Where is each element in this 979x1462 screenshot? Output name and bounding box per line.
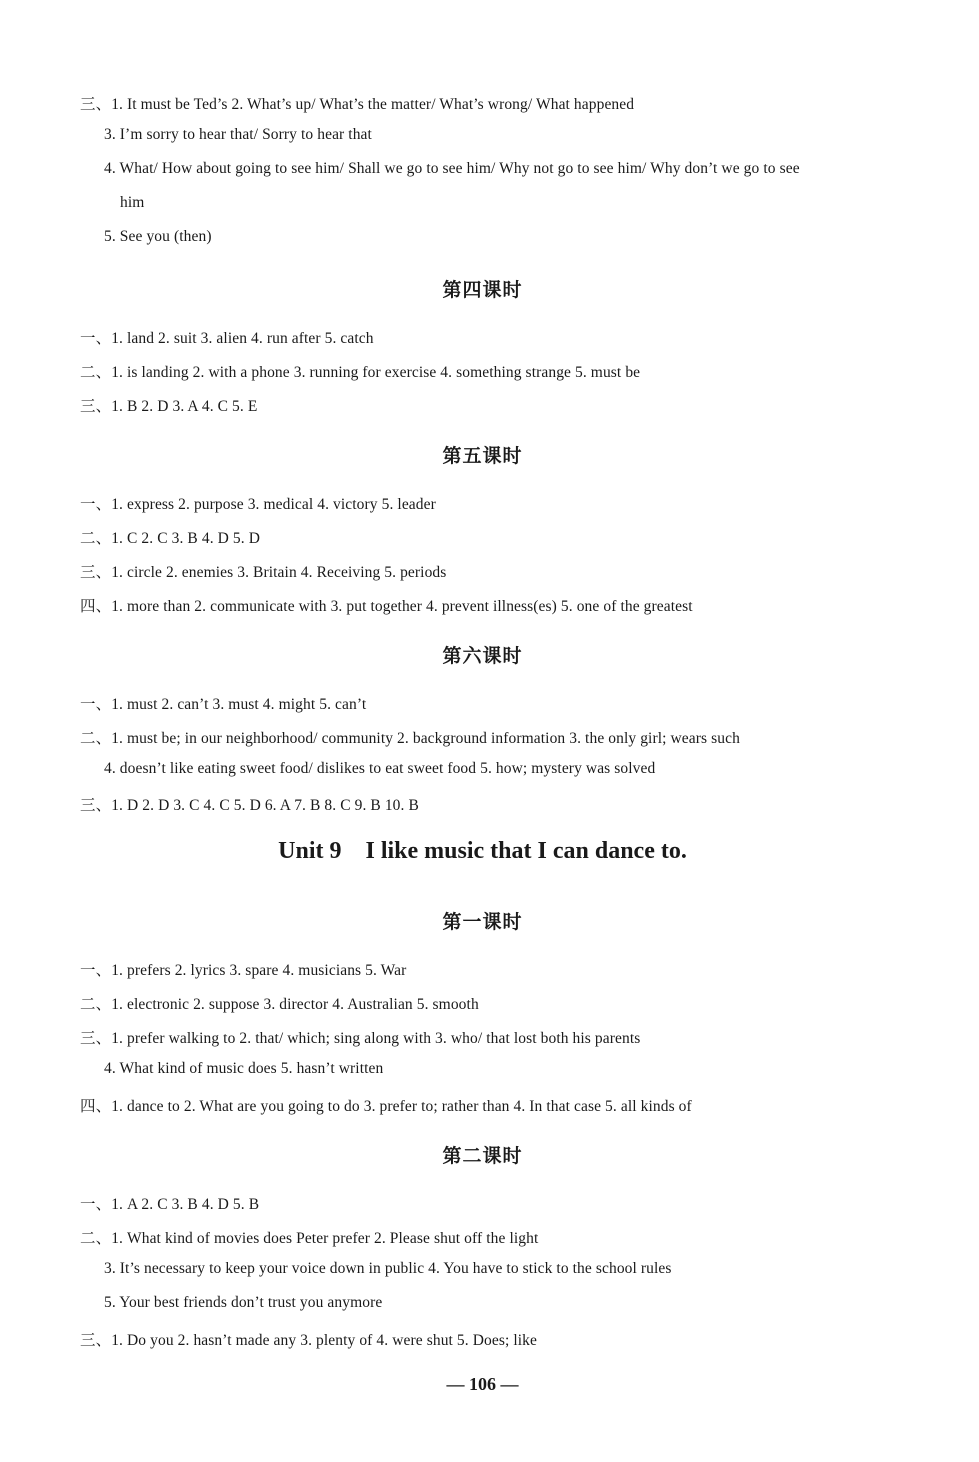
unit-name: I like music that I can dance to. bbox=[365, 838, 687, 864]
answer-line: 三、1. B 2. D 3. A 4. C 5. E bbox=[80, 398, 258, 415]
answer-line: 四、1. more than 2. communicate with 3. put together 4. prevent illness(es) 5. one of the greatest bbox=[80, 598, 693, 615]
section-heading-lesson-1: 第一课时 bbox=[442, 911, 523, 933]
answer-line: 一、1. A 2. C 3. B 4. D 5. B bbox=[80, 1196, 260, 1213]
answer-line: 二、1. must be; in our neighborhood/ community 2. background information 3. the only girl; wears such bbox=[80, 730, 740, 747]
unit-number: Unit 9 bbox=[278, 838, 342, 864]
answer-line: 一、1. prefers 2. lyrics 3. spare 4. musicians 5. War bbox=[80, 962, 407, 979]
answer-line-3-1: 三、1. It must be Ted’s 2. What’s up/ What’s the matter/ What’s wrong/ What happened bbox=[80, 96, 635, 113]
answer-line-3-3: 3. I’m sorry to hear that/ Sorry to hear that bbox=[104, 126, 372, 143]
answer-line: 二、1. electronic 2. suppose 3. director 4. Australian 5. smooth bbox=[80, 996, 479, 1013]
unit-title bbox=[0, 838, 965, 865]
answer-line: 二、1. What kind of movies does Peter prefer 2. Please shut off the light bbox=[80, 1230, 539, 1247]
answer-line: 4. doesn’t like eating sweet food/ dislikes to eat sweet food 5. how; mystery was solved bbox=[104, 760, 656, 777]
answer-line: 三、1. circle 2. enemies 3. Britain 4. Receiving 5. periods bbox=[80, 564, 447, 581]
answer-line: 5. Your best friends don’t trust you anymore bbox=[104, 1294, 383, 1311]
answer-line: 一、1. land 2. suit 3. alien 4. run after 5. catch bbox=[80, 330, 374, 347]
section-heading-lesson-6: 第六课时 bbox=[442, 645, 523, 667]
answer-line: 三、1. prefer walking to 2. that/ which; sing along with 3. who/ that lost both his parents bbox=[80, 1030, 641, 1047]
page-number: — 106 — bbox=[446, 1374, 519, 1394]
answer-line-3-5: 5. See you (then) bbox=[104, 228, 212, 245]
answer-line: 3. It’s necessary to keep your voice down in public 4. You have to stick to the school rules bbox=[104, 1260, 672, 1277]
section-heading-lesson-4: 第四课时 bbox=[442, 279, 523, 301]
section-heading-lesson-5: 第五课时 bbox=[442, 445, 523, 467]
answer-line: 4. What kind of music does 5. hasn’t written bbox=[104, 1060, 384, 1077]
answer-line: 一、1. must 2. can’t 3. must 4. might 5. can’t bbox=[80, 696, 367, 713]
answer-line-3-4-cont: him bbox=[120, 194, 145, 211]
answer-line: 三、1. D 2. D 3. C 4. C 5. D 6. A 7. B 8. C 9. B 10. B bbox=[80, 797, 419, 814]
section-heading-lesson-2: 第二课时 bbox=[442, 1145, 523, 1167]
answer-line: 三、1. Do you 2. hasn’t made any 3. plenty of 4. were shut 5. Does; like bbox=[80, 1332, 537, 1349]
answer-line: 一、1. express 2. purpose 3. medical 4. victory 5. leader bbox=[80, 496, 436, 513]
answer-line: 二、1. is landing 2. with a phone 3. running for exercise 4. something strange 5. must be bbox=[80, 364, 641, 381]
answer-line-3-4: 4. What/ How about going to see him/ Shall we go to see him/ Why not go to see him/ Why don’t we go to see bbox=[104, 160, 800, 177]
answer-line: 二、1. C 2. C 3. B 4. D 5. D bbox=[80, 530, 261, 547]
answer-line: 四、1. dance to 2. What are you going to do 3. prefer to; rather than 4. In that case 5. all kinds of bbox=[80, 1098, 692, 1115]
